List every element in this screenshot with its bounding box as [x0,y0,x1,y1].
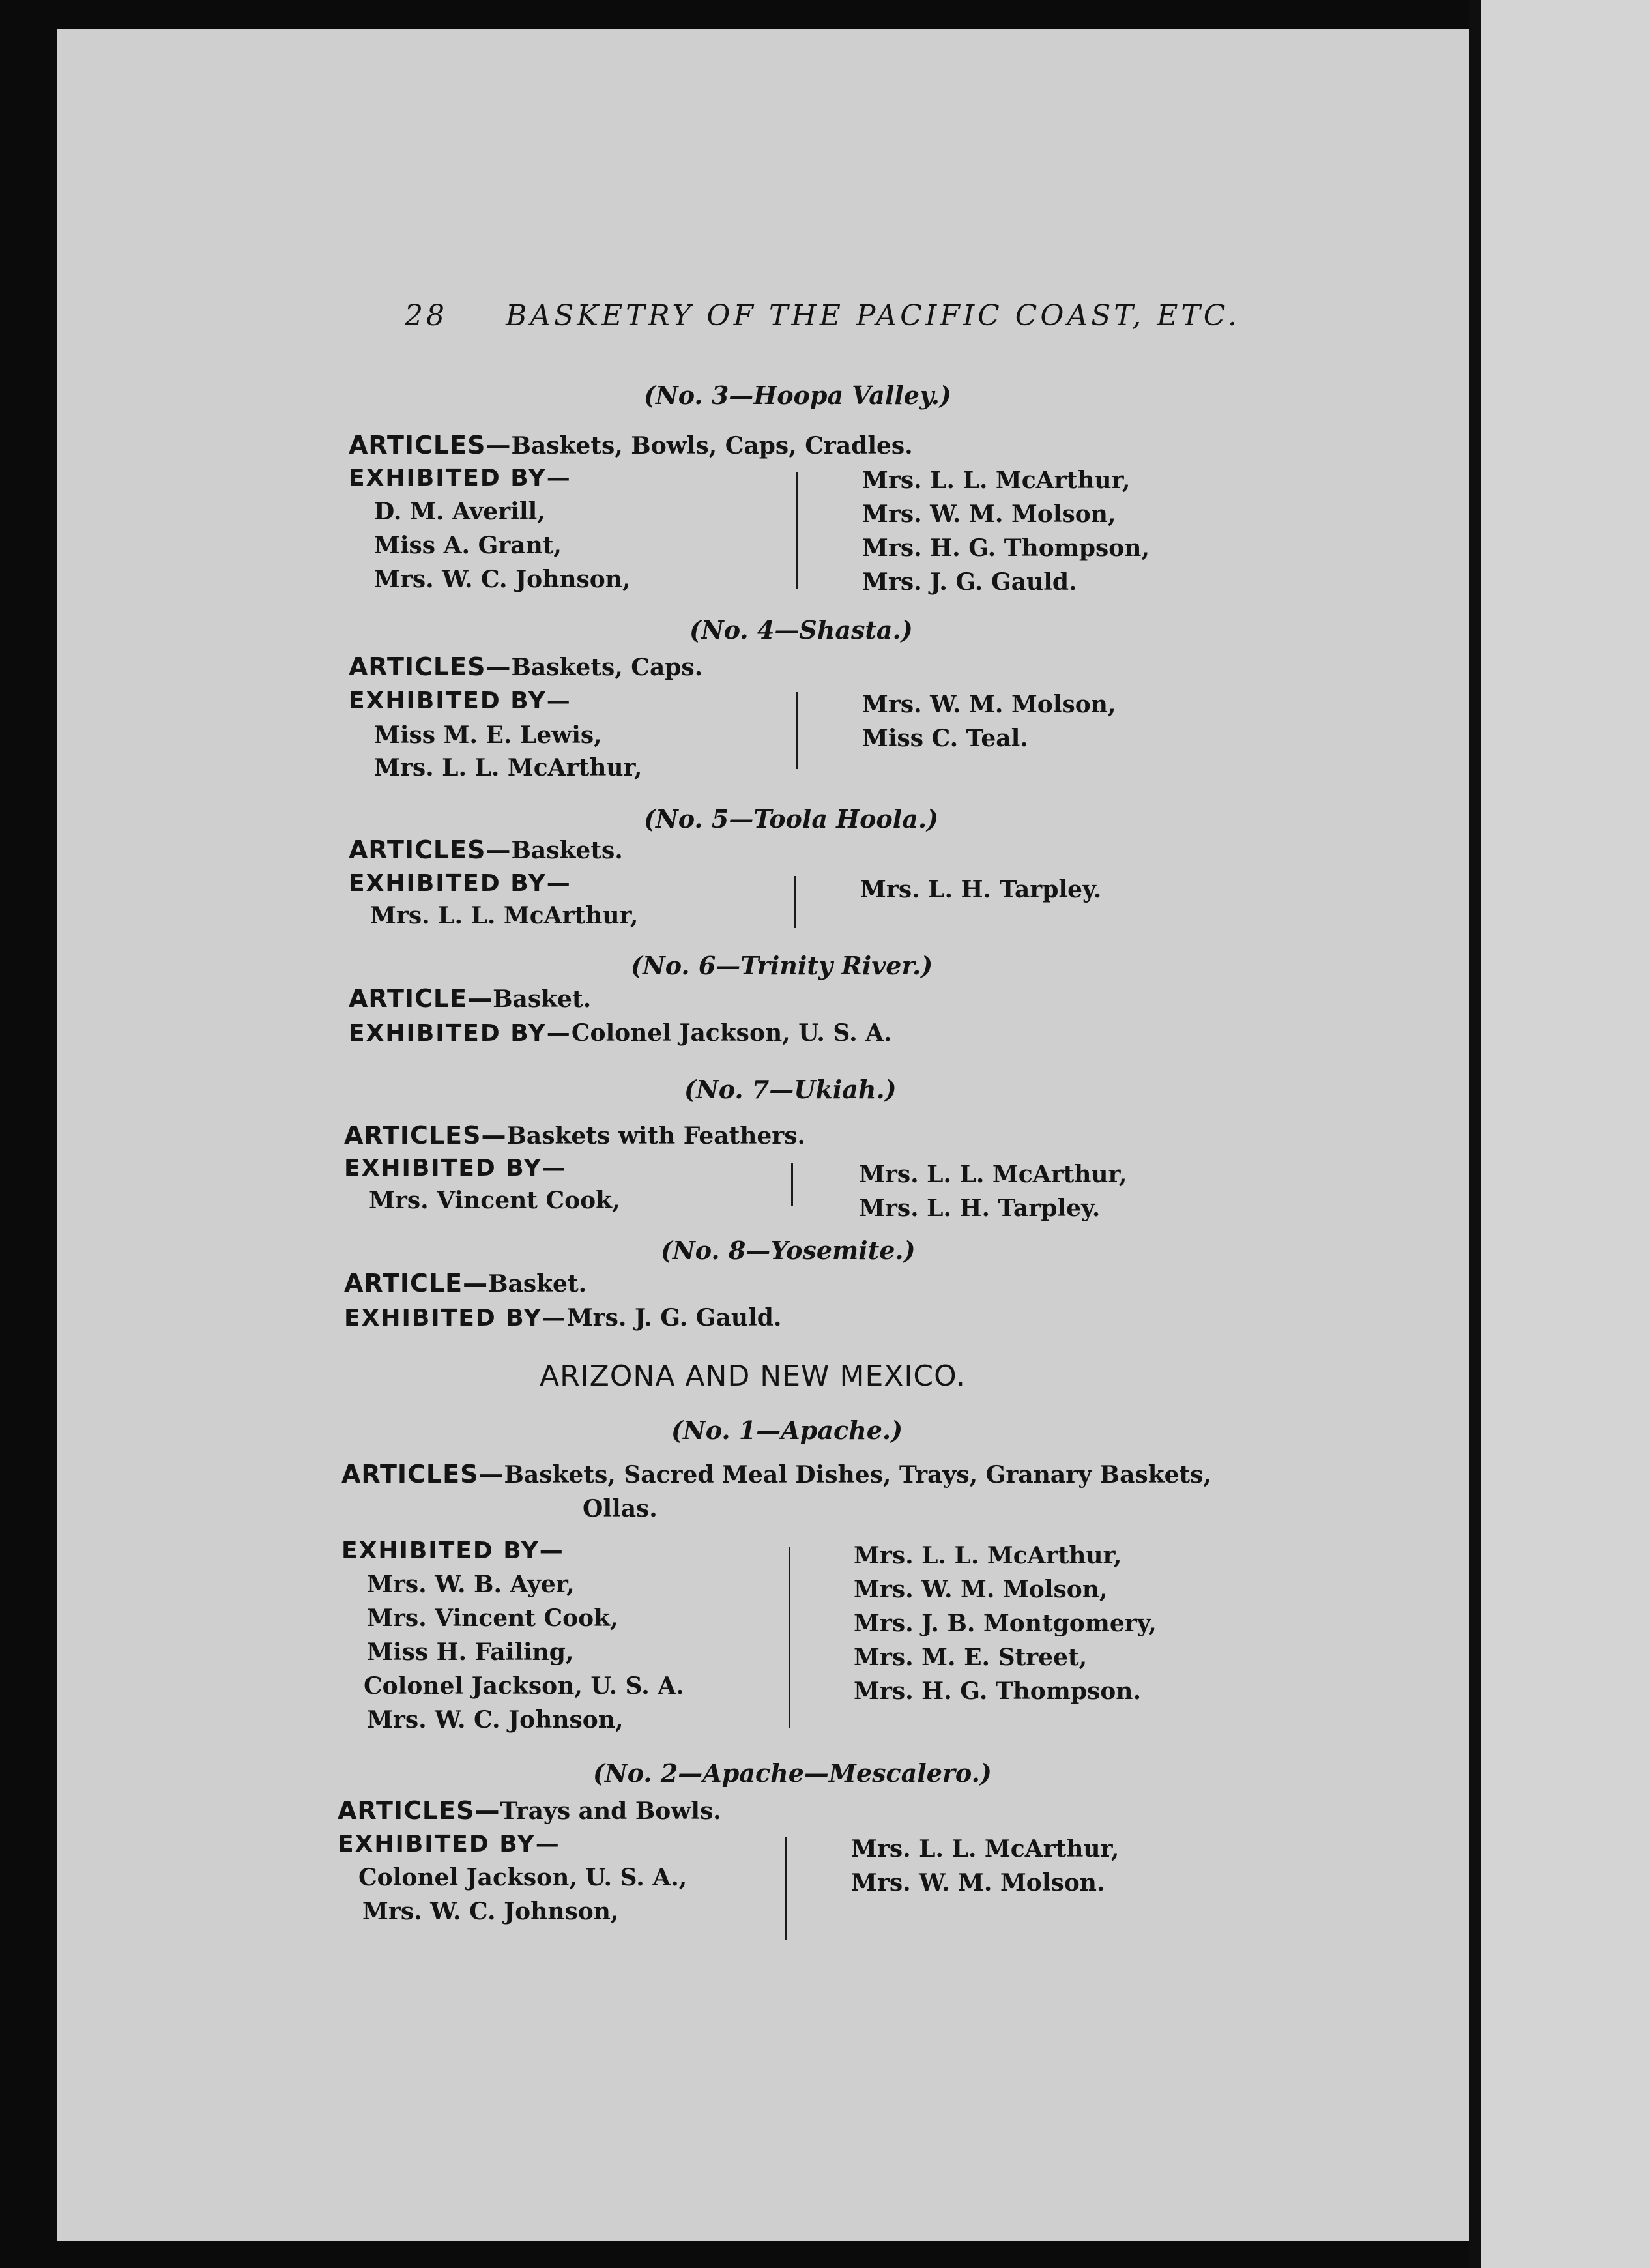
column-divider [794,876,796,928]
exhibitor: Colonel Jackson, U. S. A. [571,1019,892,1047]
exhibitor: Mrs. W. C. Johnson, [374,566,631,593]
exhibited-by-label: EXHIBITED BY— [349,688,572,714]
section-subheading: (No. 6—Trinity River.) [631,951,933,980]
exhibitor: Mrs. W. M. Molson, [854,1576,1108,1603]
column-divider [789,1547,790,1728]
exhibitor: Mrs. L. L. McArthur, [854,1542,1122,1569]
exhibitor: Mrs. H. G. Thompson. [854,1678,1141,1705]
articles-continued: Ollas. [583,1495,658,1522]
exhibitor: Mrs. L. L. McArthur, [374,754,643,781]
exhibited-by-line: EXHIBITED BY—Mrs. J. G. Gauld. [344,1304,782,1331]
exhibitor: Mrs. Vincent Cook, [367,1605,618,1632]
column-divider [796,692,798,769]
articles-line: ARTICLES—Baskets, Bowls, Caps, Cradles. [349,431,913,459]
running-header [405,299,1252,338]
column-divider [796,472,798,589]
section-subheading: (No. 8—Yosemite.) [661,1236,916,1265]
articles-value: Baskets, Bowls, Caps, Cradles. [511,432,913,459]
articles-line: ARTICLES—Baskets with Feathers. [344,1121,806,1150]
page-number: 28 [405,299,448,332]
running-title: BASKETRY OF THE PACIFIC COAST, ETC. [506,299,1240,332]
exhibitor: Mrs. W. B. Ayer, [367,1571,575,1598]
exhibitor: Mrs. W. M. Molson, [862,501,1116,528]
exhibited-by-label: EXHIBITED BY— [349,870,572,897]
exhibitor: Mrs. L. L. McArthur, [370,902,639,929]
exhibited-by-label: EXHIBITED BY— [338,1831,560,1857]
column-divider [785,1837,787,1940]
exhibitor: Miss H. Failing, [367,1638,574,1666]
articles-value: Baskets, Caps. [511,654,703,681]
section-subheading: (No. 5—Toola Hoola.) [644,804,939,834]
articles-value: Trays and Bowls. [500,1797,721,1825]
exhibitor: Mrs. J. B. Montgomery, [854,1610,1157,1637]
articles-value: Baskets, Sacred Meal Dishes, Trays, Granary Baskets, [504,1461,1211,1489]
exhibitor: Mrs. H. G. Thompson, [862,534,1150,562]
articles-line: ARTICLES—Baskets, Caps. [349,652,703,681]
article-line: ARTICLE—Basket. [344,1269,587,1298]
exhibited-by-label: EXHIBITED BY— [344,1155,567,1182]
articles-line: ARTICLES—Baskets, Sacred Meal Dishes, Trays, Granary Baskets, [341,1460,1211,1489]
exhibited-by-line: EXHIBITED BY—Colonel Jackson, U. S. A. [349,1019,892,1047]
articles-line: ARTICLES—Trays and Bowls. [338,1796,721,1825]
section-subheading: (No. 3—Hoopa Valley.) [644,381,951,410]
exhibitor: Colonel Jackson, U. S. A., [358,1864,688,1891]
article-value: Basket. [493,985,592,1013]
exhibitor: Colonel Jackson, U. S. A. [364,1672,684,1700]
exhibitor: Mrs. W. M. Molson, [862,691,1116,718]
exhibitor: Mrs. M. E. Street, [854,1644,1088,1671]
exhibitor: Mrs. L. L. McArthur, [862,467,1131,494]
exhibitor: Mrs. J. G. Gauld. [862,568,1077,596]
exhibited-by-label: EXHIBITED BY— [349,465,572,491]
exhibitor: Mrs. J. G. Gauld. [566,1304,782,1331]
article-line: ARTICLE—Basket. [349,984,592,1013]
exhibitor: Mrs. W. M. Molson. [851,1869,1105,1897]
articles-line: ARTICLES—Baskets. [349,836,623,864]
exhibitor: Miss C. Teal. [862,725,1028,752]
exhibitor: Miss M. E. Lewis, [374,721,602,749]
exhibitor: Mrs. L. H. Tarpley. [859,1195,1101,1222]
book-page [57,29,1474,2241]
facing-page-edge [1481,0,1650,2268]
exhibitor: Mrs. L. L. McArthur, [859,1161,1127,1188]
exhibitor: Mrs. L. H. Tarpley. [860,876,1102,903]
articles-value: Baskets. [511,837,623,864]
column-divider [791,1163,793,1206]
region-heading: ARIZONA AND NEW MEXICO. [540,1359,966,1393]
exhibitor: Mrs. Vincent Cook, [369,1187,620,1214]
articles-value: Baskets with Feathers. [506,1122,806,1150]
exhibitor: Mrs. L. L. McArthur, [851,1835,1120,1863]
exhibitor: Miss A. Grant, [374,532,562,559]
article-value: Basket. [488,1270,587,1298]
section-subheading: (No. 2—Apache—Mescalero.) [593,1758,992,1788]
section-subheading: (No. 1—Apache.) [671,1416,903,1445]
exhibitor: Mrs. W. C. Johnson, [362,1898,619,1925]
exhibited-by-label: EXHIBITED BY— [341,1537,564,1564]
exhibitor: Mrs. W. C. Johnson, [367,1706,624,1734]
section-subheading: (No. 7—Ukiah.) [684,1075,897,1104]
exhibitor: D. M. Averill, [374,498,545,525]
section-subheading: (No. 4—Shasta.) [689,615,913,645]
